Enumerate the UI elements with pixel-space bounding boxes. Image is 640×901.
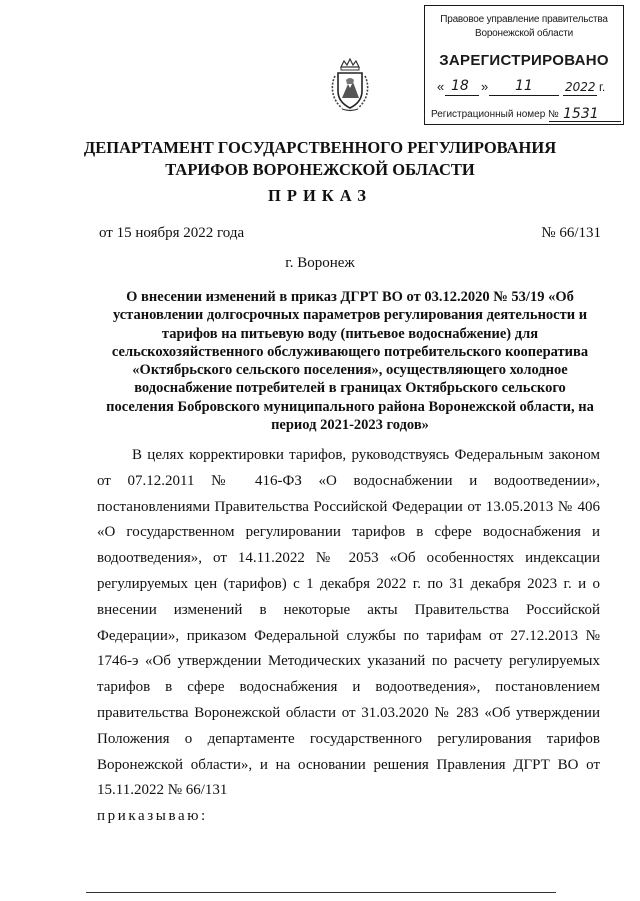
stamp-reg-label: Регистрационный номер №	[431, 109, 559, 120]
order-subject: О внесении изменений в приказ ДГРТ ВО от 03.12.2020 № 53/19 «Об установлении долгосрочных параметров регулирования деятельности и тарифов на питьевую воду (питьевое водоснабжение) для сельскохозяйственного обслуживающего потребительского кооператива «Октябрьского сельского поселения», осуществляющего холодное водоснабжение потребителей в границах Октябрьского сельского поселения Бобровского муниципального района Воронежской области, на период 2021-2023 годов»	[106, 289, 594, 434]
city: г. Воронеж	[285, 255, 355, 271]
stamp-day: 18	[451, 78, 469, 94]
document-type: ПРИКАЗ	[268, 186, 372, 205]
stamp-year-suffix: г.	[599, 80, 606, 94]
stamp-month: 11	[515, 78, 533, 94]
department-title-line2: ТАРИФОВ ВОРОНЕЖСКОЙ ОБЛАСТИ	[165, 160, 475, 179]
order-word: приказываю:	[97, 808, 208, 824]
stamp-authority-line2: Воронежской области	[474, 28, 574, 39]
registration-stamp	[424, 5, 624, 125]
order-number: № 66/131	[541, 225, 601, 241]
stamp-registered-title: ЗАРЕГИСТРИРОВАНО	[439, 52, 609, 69]
stamp-reg-number-row	[431, 104, 621, 122]
stamp-reg-number: 1531	[563, 106, 599, 122]
department-title	[80, 137, 560, 181]
department-title-line1: ДЕПАРТАМЕНТ ГОСУДАРСТВЕННОГО РЕГУЛИРОВАНИЯ	[83, 138, 557, 157]
footer-divider	[86, 892, 556, 893]
voronezh-coat-of-arms-icon	[326, 58, 374, 112]
preamble-paragraph: В целях корректировки тарифов, руководствуясь Федеральным законом от 07.12.2011 № 416-ФЗ «О водоснабжении и водоотведении», постановлениями Правительства Российской Федерации от 13.05.2013 № 406 «О государственном регулировании тарифов в сфере водоснабжения и водоотведения», от 14.11.2022 № 2053 «Об особенностях индексации регулируемых цен (тарифов) с 1 декабря 2022 г. по 31 декабря 2023 г. и о внесении изменений в некоторые акты Правительства Российской Федерации», приказом Федеральной службы по тарифам от 27.12.2013 № 1746-э «Об утверждении Методических указаний по расчету регулируемых тарифов в сфере водоснабжения и водоотведения», постановлением правительства Воронежской области от 31.03.2020 № 283 «Об утверждении Положения о департаменте государственного регулирования тарифов Воронежской области», и на основании решения Правления ДГРТ ВО от 15.11.2022 № 66/131	[97, 447, 600, 799]
order-date: от 15 ноября 2022 года	[99, 225, 245, 241]
stamp-authority-line1: Правовое управление правительства	[440, 14, 608, 25]
stamp-year: 2022	[565, 80, 596, 94]
stamp-date: « 18 » 11 2022 г.	[437, 78, 606, 94]
